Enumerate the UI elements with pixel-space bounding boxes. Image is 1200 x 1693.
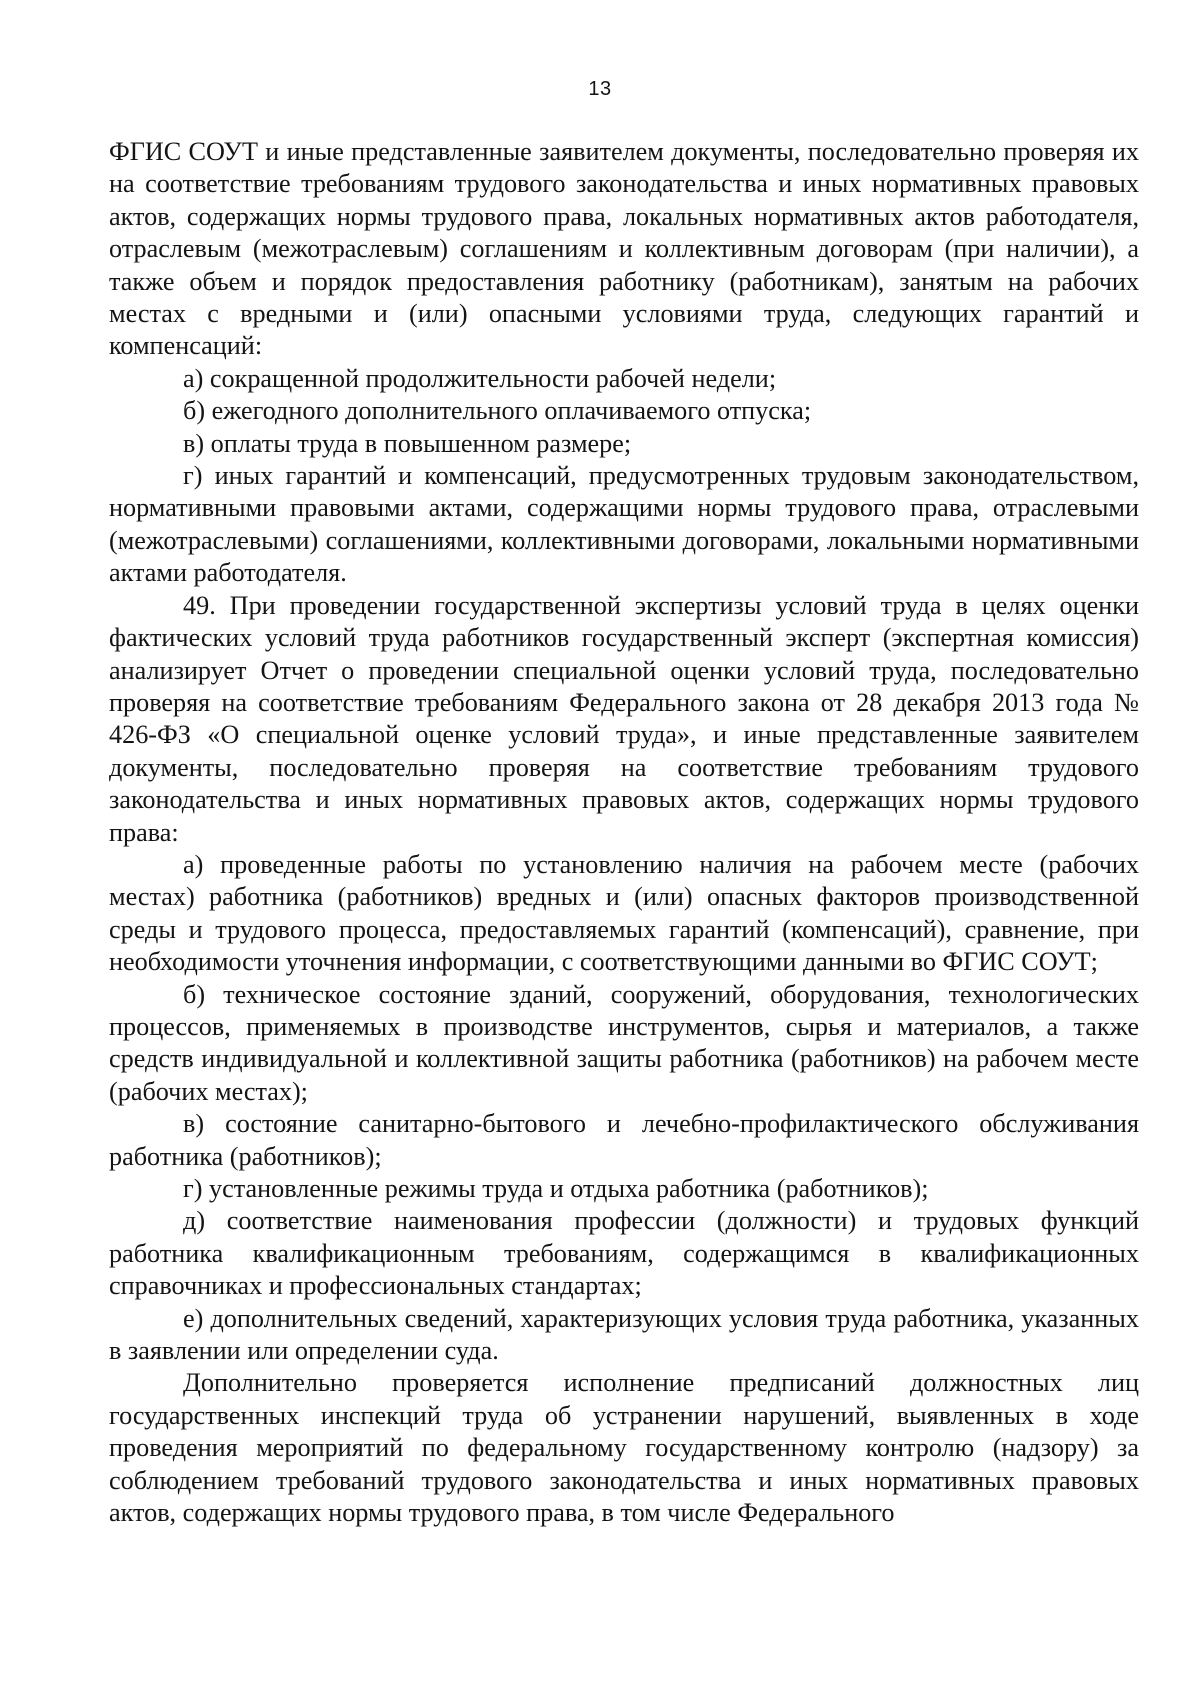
list-item-49-e: е) дополнительных сведений, характеризующих условия труда работника, указанных в заявлении или определении суда. — [109, 1303, 1139, 1366]
paragraph-additional-check: Дополнительно проверяется исполнение предписаний должностных лиц государственных инспекций труда об устранении нарушений, выявленных в ходе проведения мероприятий по федеральному государственному контролю (надзору) за соблюдением требований трудового законодательства и иных нормативных правовых актов, содержащих нормы трудового права, в том числе Федерального — [109, 1368, 1139, 1528]
list-item-a: а) сокращенной продолжительности рабочей недели; — [183, 363, 777, 393]
list-item-v: в) оплаты труда в повышенном размере; — [183, 428, 632, 458]
list-item-49-d: д) соответствие наименования профессии (должности) и трудовых функций работника квалификационным требованиям, содержащимся в квалификационных справочниках и профессиональных стандартах; — [109, 1206, 1139, 1301]
list-item-49-b: б) техническое состояние зданий, сооружений, оборудования, технологических процессов, применяемых в производстве инструментов, сырья и материалов, а также средств индивидуальной и коллективной защиты работника (работников) на рабочем месте (рабочих местах); — [109, 979, 1139, 1106]
document-body — [109, 136, 1139, 1529]
list-item-49-a: а) проведенные работы по установлению наличия на рабочем месте (рабочих местах) работника (работников) вредных и (или) опасных факторов производственной среды и трудового процесса, предоставляемых гарантий (компенсаций), сравнение, при необходимости уточнения информации, с соответствующими данными во ФГИС СОУТ; — [109, 849, 1139, 977]
paragraph-intro: ФГИС СОУТ и иные представленные заявителем документы, последовательно проверяя их на соответствие требованиям трудового законодательства и иных нормативных правовых актов, содержащих нормы трудового права, локальных нормативных актов работодателя, отраслевым (межотраслевым) соглашениям и коллективным договорам (при наличии), а также объем и порядок предоставления работнику (работникам), занятым на рабочих местах с вредными и (или) опасными условиями труда, следующих гарантий и компенсаций: — [109, 137, 1139, 361]
list-item-g: г) иных гарантий и компенсаций, предусмотренных трудовым законодательством, нормативными правовыми актами, содержащими нормы трудового права, отраслевыми (межотраслевыми) соглашениями, коллективными договорами, локальными нормативными актами работодателя. — [109, 461, 1139, 588]
list-item-49-v: в) состояние санитарно-бытового и лечебно-профилактического обслуживания работника (работников); — [109, 1109, 1139, 1171]
page-number: 13 — [588, 78, 612, 100]
paragraph-49: 49. При проведении государственной экспертизы условий труда в целях оценки фактических условий труда работников государственный эксперт (экспертная комиссия) анализирует Отчет о проведении специальной оценки условий труда, последовательно проверяя на соответствие требованиям Федерального закона от 28 декабря 2013 года № 426-ФЗ «О специальной оценке условий труда», и иные представленные заявителем документы, последовательно проверяя на соответствие требованиям трудового законодательства и иных нормативных правовых актов, содержащих нормы трудового права: — [109, 590, 1139, 847]
list-item-b: б) ежегодного дополнительного оплачиваемого отпуска; — [183, 396, 812, 426]
list-item-49-g: г) установленные режимы труда и отдыха работника (работников); — [183, 1174, 929, 1203]
